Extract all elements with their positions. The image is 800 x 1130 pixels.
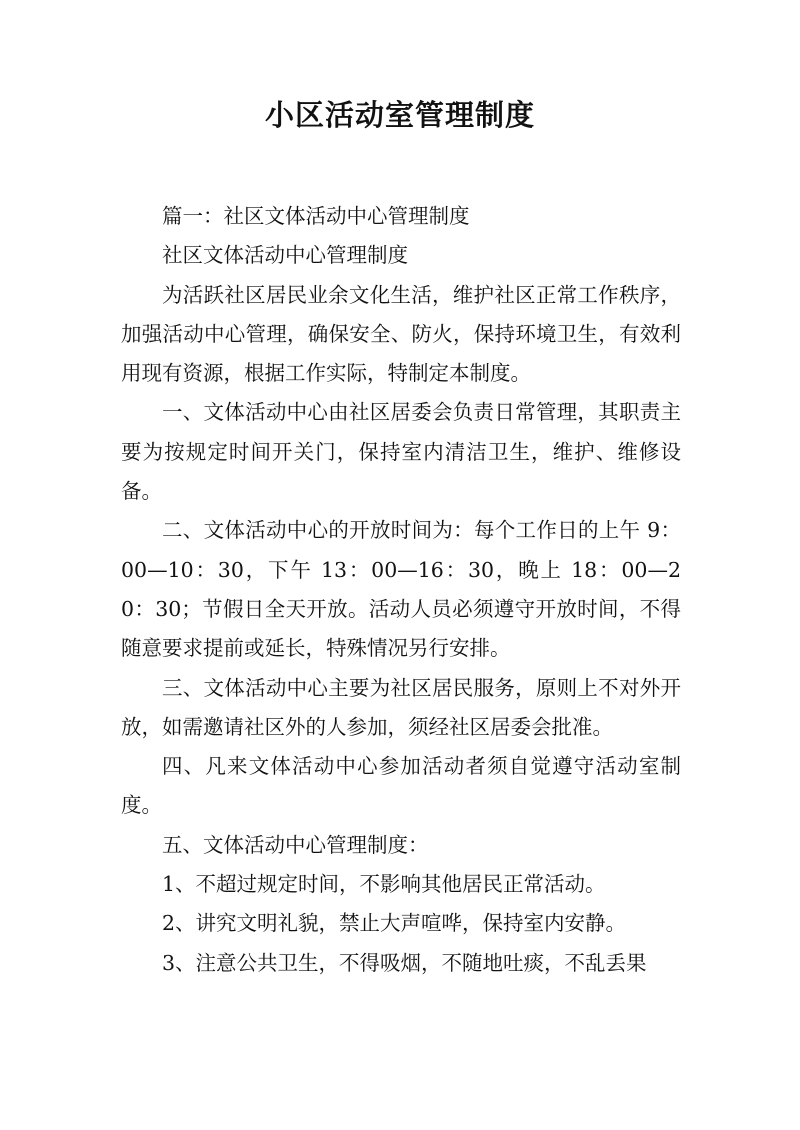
page-title: 小区活动室管理制度 [264,98,535,132]
list-item-1: 1、不超过规定时间，不影响其他居民正常活动。 [162,872,606,897]
paragraph-rule-5: 五、文体活动中心管理制度： [162,832,429,857]
section-heading: 篇一：社区文体活动中心管理制度 [162,204,470,228]
paragraph-rule-3: 三、文体活动中心主要为社区居民服务，原则上不对外开放，如需邀请社区外的人参加，须经社区居委会批准。 [121,675,681,739]
paragraph-rule-1: 一、文体活动中心由社区居委会负责日常管理，其职责主要为按规定时间开关门，保持室内清洁卫生，维护、维修设备。 [121,400,681,504]
list-item-2: 2、讲究文明礼貌，禁止大声喧哗，保持室内安静。 [162,911,627,936]
list-item-3: 3、注意公共卫生，不得吸烟，不随地吐痰，不乱丢果 [162,950,647,975]
subtitle: 社区文体活动中心管理制度 [162,243,408,268]
paragraph-intro: 为活跃社区居民业余文化生活，维护社区正常工作秩序，加强活动中心管理，确保安全、防火，保持环境卫生，有效利用现有资源，根据工作实际，特制定本制度。 [121,282,681,386]
document-body [121,197,681,983]
paragraph-rule-4: 四、凡来文体活动中心参加活动者须自觉遵守活动室制度。 [121,754,681,818]
paragraph-rule-2: 二、文体活动中心的开放时间为：每个工作日的上午 9：00—10：30，下午 13：00—16：30，晚上 18：00—20：30；节假日全天开放。活动人员必须遵守开放时间，不得随意要求提前或延长，特殊情况另行安排。 [121,518,681,661]
